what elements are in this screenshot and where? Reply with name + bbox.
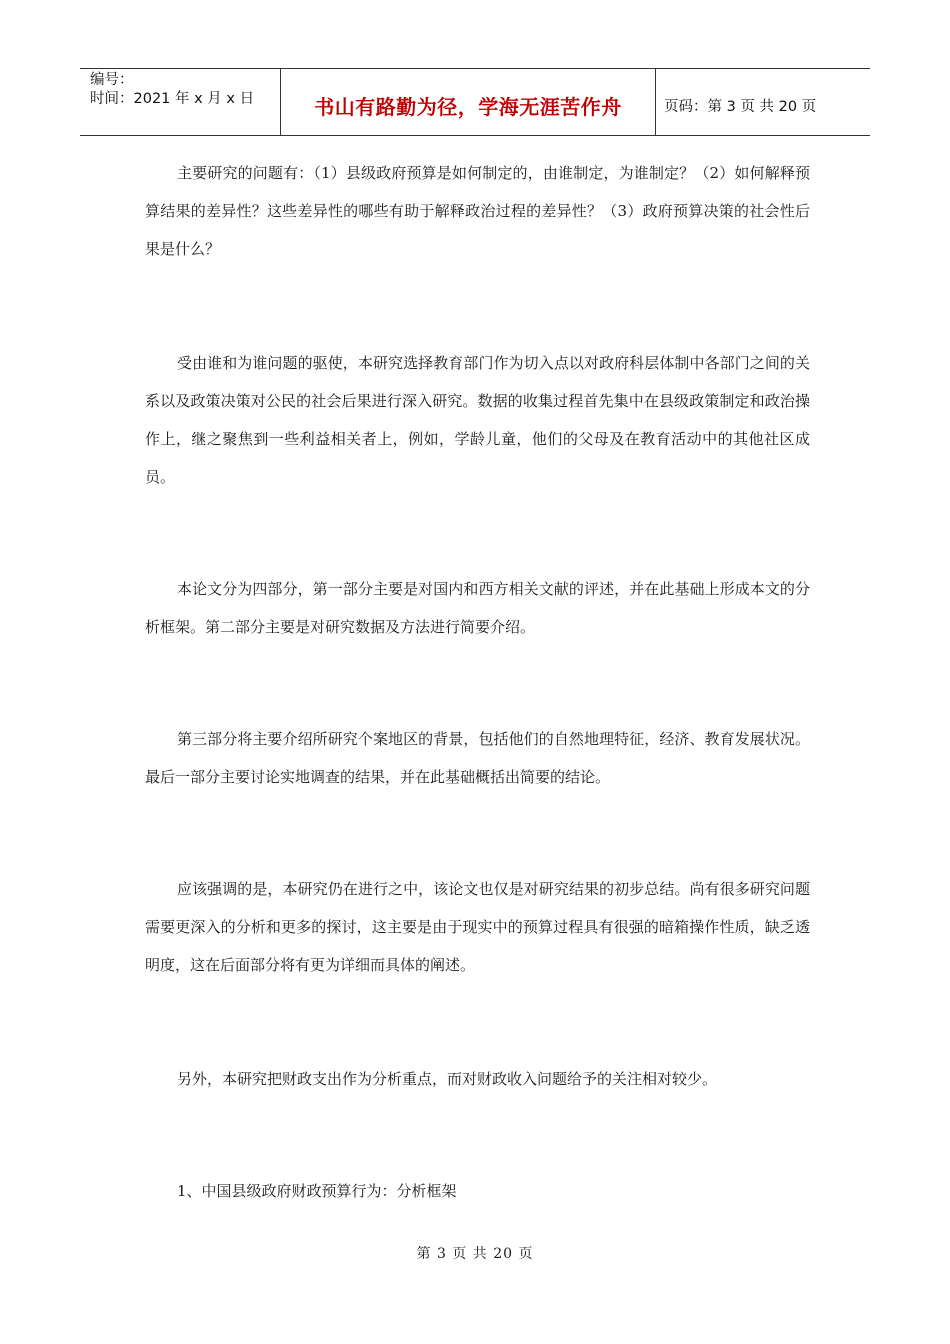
header-meta (80, 69, 281, 135)
document-date: 时间：2021 年 x 月 x 日 (90, 91, 255, 107)
header-page-info: 页码：第 3 页 共 20 页 (664, 98, 817, 115)
document-number-label: 编号： (90, 72, 134, 88)
paragraph-research-questions: 主要研究的问题有：（1）县级政府预算是如何制定的，由谁制定，为谁制定？（2）如何解释预算结果的差异性？这些差异性的哪些有助于解释政治过程的差异性？（3）政府预算决策的社会性后果是什么？ (145, 164, 810, 258)
page-footer: 第 3 页 共 20 页 (416, 1246, 534, 1262)
paragraph-scope: 另外，本研究把财政支出作为分析重点，而对财政收入问题给予的关注相对较少。 (177, 1070, 718, 1088)
paragraph-limitations: 应该强调的是，本研究仍在进行之中，该论文也仅是对研究结果的初步总结。尚有很多研究问题需要更深入的分析和更多的探讨，这主要是由于现实中的预算过程具有很强的暗箱操作性质，缺乏透明度，这在后面部分将有更为详细而具体的阐述。 (145, 880, 810, 974)
section-heading: 1、中国县级政府财政预算行为：分析框架 (177, 1182, 457, 1200)
header-motto: 书山有路勤为径，学海无涯苦作舟 (281, 69, 656, 135)
paragraph-research-focus: 受由谁和为谁问题的驱使，本研究选择教育部门作为切入点以对政府科层体制中各部门之间的关系以及政策决策对公民的社会后果进行深入研究。数据的收集过程首先集中在县级政策制定和政治操作上，继之聚焦到一些利益相关者上，例如，学龄儿童，他们的父母及在教育活动中的其他社区成员。 (145, 354, 810, 486)
document-header (80, 68, 870, 136)
paragraph-structure-continued: 第三部分将主要介绍所研究个案地区的背景，包括他们的自然地理特征，经济、教育发展状况。最后一部分主要讨论实地调查的结果，并在此基础概括出简要的结论。 (145, 730, 810, 786)
paragraph-structure: 本论文分为四部分，第一部分主要是对国内和西方相关文献的评述，并在此基础上形成本文的分析框架。第二部分主要是对研究数据及方法进行简要介绍。 (145, 580, 810, 636)
